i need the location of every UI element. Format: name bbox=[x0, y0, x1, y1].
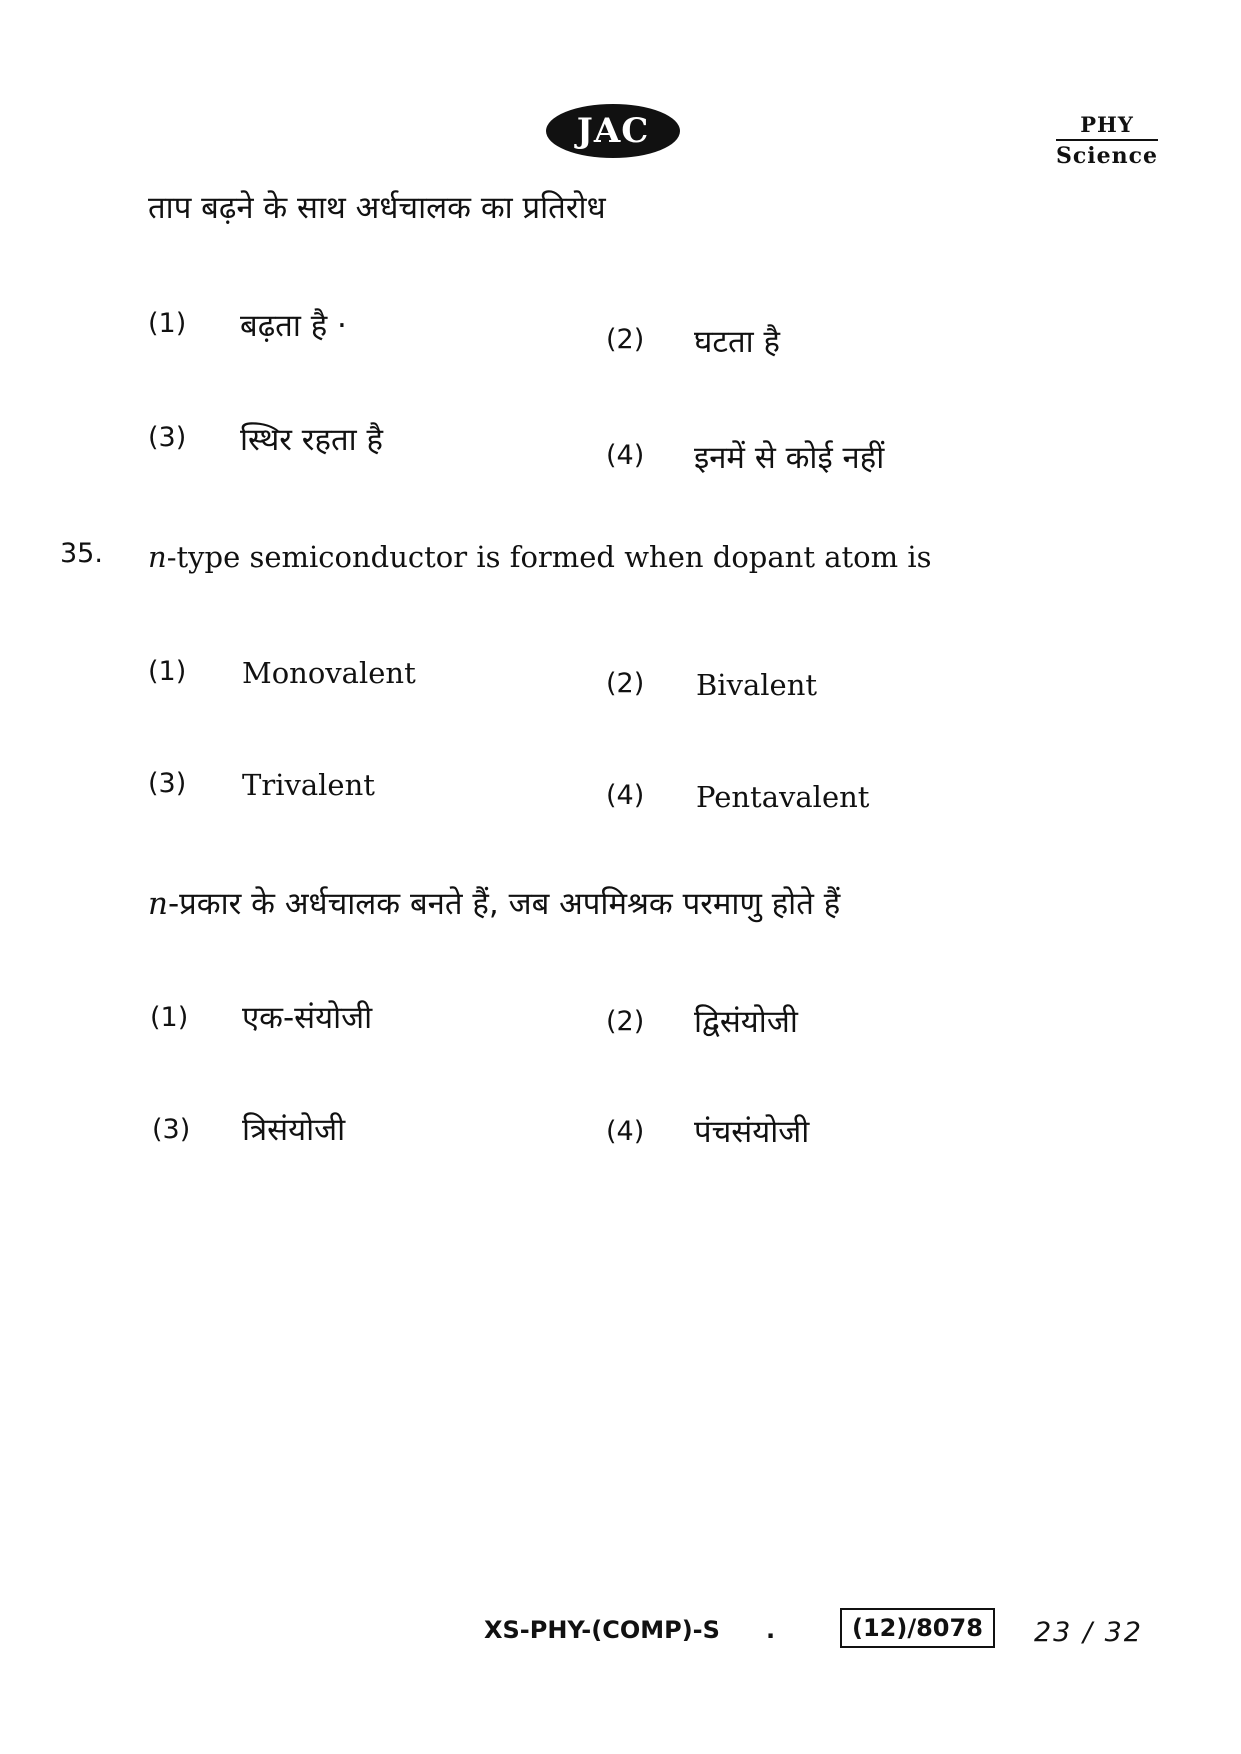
q35-hindi-question bbox=[148, 882, 840, 924]
q34-hindi-option-label-3: (3) bbox=[148, 422, 187, 453]
footer-set-code: (12)/8078 bbox=[840, 1608, 995, 1648]
q35-hindi-option-3: त्रिसंयोजी bbox=[242, 1112, 346, 1148]
q34-hindi-option-3: स्थिर रहता है bbox=[240, 422, 383, 458]
q35-option-label-2: (2) bbox=[606, 668, 645, 699]
q35-question bbox=[148, 540, 931, 574]
q35-option-4: Pentavalent bbox=[696, 780, 870, 814]
q35-hindi-option-4: पंचसंयोजी bbox=[694, 1114, 810, 1150]
q35-option-label-3: (3) bbox=[148, 768, 187, 799]
q35-hindi-option-label-3: (3) bbox=[152, 1114, 191, 1145]
q35-option-label-1: (1) bbox=[148, 656, 187, 687]
q35-italic-n: n bbox=[148, 540, 167, 574]
q35-option-3: Trivalent bbox=[242, 768, 375, 802]
subject-block bbox=[1056, 112, 1158, 169]
q35-option-2: Bivalent bbox=[696, 668, 818, 702]
q35-hindi-option-label-1: (1) bbox=[150, 1002, 189, 1033]
subject-name: Science bbox=[1056, 143, 1159, 169]
q35-number: 35. bbox=[60, 538, 103, 569]
footer-page-number: 23 / 32 bbox=[1034, 1617, 1143, 1648]
q35-hindi-option-2: द्विसंयोजी bbox=[694, 1004, 798, 1040]
q35-hindi-question-text: -प्रकार के अर्धचालक बनते हैं, जब अपमिश्रक परमाणु होते हैं bbox=[167, 886, 841, 922]
q35-hindi-option-1: एक-संयोजी bbox=[242, 1000, 373, 1036]
q35-hindi-italic-n: n bbox=[148, 886, 168, 922]
footer-separator: . bbox=[766, 1616, 776, 1644]
q35-hindi-option-label-2: (2) bbox=[606, 1006, 645, 1037]
q34-hindi-option-4: इनमें से कोई नहीं bbox=[694, 440, 885, 476]
q35-hindi-option-label-4: (4) bbox=[606, 1116, 645, 1147]
q34-hindi-option-label-1: (1) bbox=[148, 308, 187, 339]
q34-hindi-question: ताप बढ़ने के साथ अर्धचालक का प्रतिरोध bbox=[148, 190, 606, 226]
q34-hindi-option-label-2: (2) bbox=[606, 324, 645, 355]
q34-hindi-option-1: बढ़ता है · bbox=[240, 308, 347, 344]
jac-logo: JAC bbox=[546, 104, 680, 158]
q34-hindi-option-2: घटता है bbox=[694, 324, 780, 360]
footer-paper-code: XS-PHY-(COMP)-S bbox=[484, 1616, 720, 1644]
q35-question-text: -type semiconductor is formed when dopant atom is bbox=[166, 540, 932, 574]
q35-option-1: Monovalent bbox=[242, 656, 416, 690]
subject-code: PHY bbox=[1056, 112, 1158, 141]
q35-option-label-4: (4) bbox=[606, 780, 645, 811]
q34-hindi-option-label-4: (4) bbox=[606, 440, 645, 471]
